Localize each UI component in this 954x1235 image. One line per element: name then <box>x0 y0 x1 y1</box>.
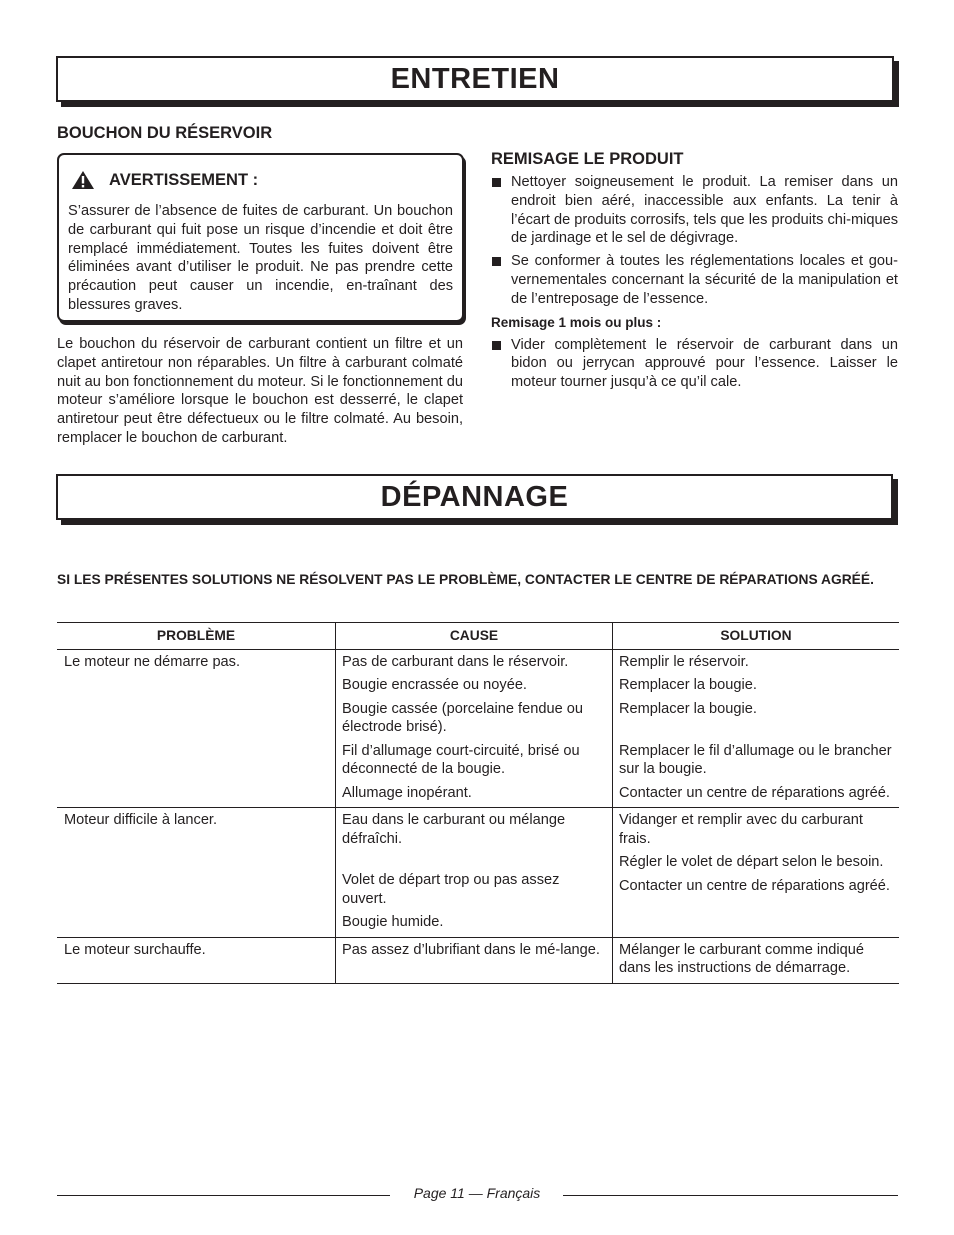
table-row <box>57 808 899 938</box>
footer-rule-right <box>563 1195 898 1196</box>
column-header-cause: CAUSE <box>336 623 613 650</box>
solution-item: Remplir le réservoir. <box>619 653 749 670</box>
cause-item: Pas de carburant dans le réservoir. <box>342 653 569 670</box>
cause-item: Bougie cassée (porcelaine fendue ou électrode brisé). <box>342 700 583 735</box>
problem-cell: Le moteur surchauffe. <box>57 937 336 983</box>
warning-triangle-icon <box>71 170 95 190</box>
list-item <box>491 173 898 248</box>
solution-item: Contacter un centre de réparations agréé. <box>619 784 890 801</box>
square-bullet-icon <box>492 257 501 266</box>
list-item-text: Nettoyer soigneusement le produit. La remiser dans un endroit bien aéré, inaccessible aux enfants. La tenir à l’écart de produits corrosifs, tels que les produits chi-miques de jardinage et le sel de dégivrage. <box>511 174 898 247</box>
bouchon-body-text: Le bouchon du réservoir de carburant contient un filtre et un clapet antiretour non réparables. Un filtre à carburant colmaté nuit au bon fonctionnement du moteur. Si le fonctionnement du moteur s’améliore lorsque le bouchon est desserré, le clapet antiretour peut être défectueux ou le filtre colmaté. Au besoin, remplacer le bouchon de carburant. <box>57 336 463 446</box>
cause-cell <box>336 808 613 938</box>
section-banner-depannage <box>56 474 893 520</box>
solution-item: Remplacer le fil d’allumage ou le brancher sur la bougie. <box>619 742 892 777</box>
solution-item: Remplacer la bougie. <box>619 700 757 717</box>
section-banner-entretien <box>56 56 894 102</box>
list-item <box>491 252 898 308</box>
solution-cell <box>613 808 900 938</box>
cause-item: Volet de départ trop ou pas assez ouvert. <box>342 872 560 907</box>
cause-item: Pas assez d’lubrifiant dans le mé-lange. <box>342 941 600 958</box>
heading-bouchon-reservoir: BOUCHON DU RÉSERVOIR <box>57 124 273 142</box>
cause-item: Eau dans le carburant ou mélange défraîchi. <box>342 812 566 847</box>
solution-cell <box>613 649 900 808</box>
troubleshooting-table <box>57 622 899 984</box>
cause-item: Allumage inopérant. <box>342 784 472 801</box>
list-item <box>491 336 898 392</box>
warning-label: AVERTISSEMENT : <box>109 170 259 189</box>
footer-rule-left <box>57 1195 390 1196</box>
table-row <box>57 937 899 983</box>
cause-item: Bougie humide. <box>342 914 444 930</box>
heading-remisage: REMISAGE LE PRODUIT <box>491 150 684 168</box>
table-row <box>57 649 899 808</box>
solution-item: Remplacer la bougie. <box>619 677 757 693</box>
list-item-text: Se conformer à toutes les réglementations locales et gou-vernementales concernant la sécurité de la manipulation et de l’entreposage de l’essence. <box>511 253 898 307</box>
warning-text: S’assurer de l’absence de fuites de carburant. Un bouchon de carburant qui fuit pose un risque d’incendie et doit être remplacé immédiatement. Toutes les fuites doivent être éliminées avant d’utiliser le produit. Ne pas prendre cette précaution peut causer un incendie, en-traînant des blessures graves. <box>68 203 453 313</box>
table-header-row <box>57 623 899 650</box>
column-header-solution: SOLUTION <box>613 623 900 650</box>
square-bullet-icon <box>492 341 501 350</box>
warning-box <box>57 153 464 322</box>
solution-item: Régler le volet de départ selon le besoin. <box>619 854 884 870</box>
list-item-text: Vider complètement le réservoir de carburant dans un bidon ou jerrycan approuvé pour l’essence. Laisser le moteur tourner jusqu’à ce qu’il cale. <box>511 336 898 391</box>
cause-cell <box>336 937 613 983</box>
solution-cell <box>613 937 900 983</box>
page-number: Page 11 — Français <box>413 1185 541 1201</box>
section-title-entretien: ENTRETIEN <box>390 62 560 95</box>
square-bullet-icon <box>492 178 501 187</box>
remisage-column <box>491 150 898 396</box>
warning-header <box>71 170 258 190</box>
problem-cell: Moteur difficile à lancer. <box>57 808 336 938</box>
cause-cell <box>336 649 613 808</box>
solution-item: Mélanger le carburant comme indiqué dans les instructions de démarrage. <box>619 941 864 976</box>
cause-item: Bougie encrassée ou noyée. <box>342 677 527 693</box>
column-header-probleme: PROBLÈME <box>57 623 336 650</box>
problem-cell: Le moteur ne démarre pas. <box>57 649 336 808</box>
section-title-depannage: DÉPANNAGE <box>380 480 569 513</box>
cause-item: Fil d’allumage court-circuité, brisé ou déconnecté de la bougie. <box>342 742 580 777</box>
subheading-remisage-1-mois: Remisage 1 mois ou plus : <box>491 314 662 330</box>
solution-item: Vidanger et remplir avec du carburant frais. <box>619 812 863 847</box>
solution-item: Contacter un centre de réparations agréé. <box>619 877 890 894</box>
depannage-notice: SI LES PRÉSENTES SOLUTIONS NE RÉSOLVENT PAS LE PROBLÈME, CONTACTER LE CENTRE DE RÉPARATIONS AGRÉÉ. <box>57 572 874 587</box>
